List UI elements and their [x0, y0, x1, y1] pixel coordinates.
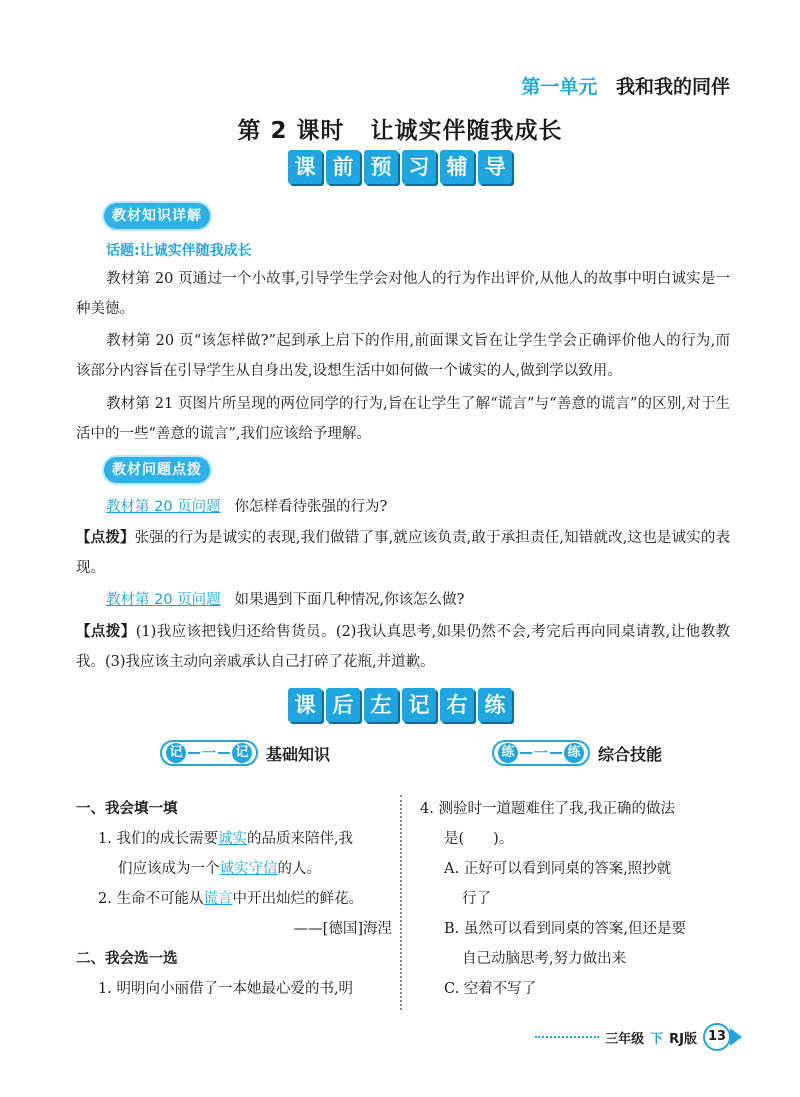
question-ref: 教材第 20 页问题: [106, 592, 221, 608]
unit-title: 我和我的同伴: [615, 76, 730, 98]
remember-pill: [160, 740, 258, 766]
pill-char: 练: [564, 743, 584, 763]
section-tag-knowledge: 教材知识详解: [104, 203, 210, 229]
paragraph: [76, 264, 730, 324]
page-number-badge: [703, 1023, 742, 1051]
option-a: A. 正好可以看到同桌的答案,照抄就: [444, 861, 672, 877]
item-text: 中开出灿烂的鲜花。: [232, 891, 363, 907]
paragraph-text: 教材第 20 页通过一个小故事,引导学生学会对他人的行为作出评价,从他人的故事中明白诚实是一种美德。: [76, 271, 730, 317]
question-ref: 教材第 20 页问题: [106, 499, 221, 515]
footer-grade: 三年级: [605, 1031, 645, 1047]
topic-line: 话题:让诚实伴随我成长: [106, 243, 252, 259]
column-divider: [400, 795, 402, 1010]
choice-item-1: 1. 明明向小丽借了一本她最心爱的书,明: [98, 981, 354, 997]
paragraph-text: 教材第 20 页“该怎样做?”起到承上启下的作用,前面课文旨在让学生学会正确评价他人的行为,而该部分内容旨在引导学生从自身出发,设想生活中如何做一个诚实的人,做到学以致用。: [76, 333, 730, 379]
item-text: 1. 我们的成长需要: [98, 831, 218, 847]
unit-header: [521, 72, 730, 99]
right-exercises: [420, 794, 740, 1004]
item-text: 们应该成为一个: [118, 861, 220, 877]
answer-blank: 诚实守信: [219, 861, 278, 877]
lesson-title: [0, 112, 800, 145]
option-a-cont: 行了: [462, 891, 491, 907]
page-number: 13: [703, 1023, 731, 1051]
banner-char: 课: [288, 688, 322, 722]
arrow-right-icon: [730, 1028, 742, 1046]
hint-label: 【点拨】: [76, 624, 136, 640]
item-text: 的人。: [277, 861, 321, 877]
banner-char: 辅: [440, 150, 474, 184]
question-4-cont: 是( )。: [444, 831, 514, 847]
banner-char: 左: [364, 688, 398, 722]
practice-pill: [492, 740, 590, 766]
right-column-header: [492, 740, 662, 766]
footer-volume: 下: [650, 1031, 664, 1047]
left-exercises: [76, 794, 392, 1004]
answer-blank: 诚实: [217, 831, 247, 847]
banner-char: 练: [478, 688, 512, 722]
left-column-header: [160, 740, 330, 766]
banner-char: 前: [326, 150, 360, 184]
fill-item-1-cont: [76, 854, 392, 884]
left-column-title: 基础知识: [266, 744, 331, 764]
hint-2: [76, 617, 730, 677]
question-text: 如果遇到下面几种情况,你该怎么做?: [234, 592, 465, 608]
footer-rule: [535, 1036, 599, 1038]
banner-char: 右: [440, 688, 474, 722]
answer-blank: 谎言: [203, 891, 233, 907]
paragraph: [76, 326, 730, 386]
banner-char: 导: [478, 150, 512, 184]
hint-1: [76, 523, 730, 583]
section-tag-questions: 教材问题点拨: [104, 457, 210, 483]
hint-text: 张强的行为是诚实的表现,我们做错了事,就应该负责,敢于承担责任,知错就改,这也是诚实的表现。: [76, 530, 731, 576]
hint-text: (1)我应该把钱归还给售货员。(2)我认真思考,如果仍然不会,考完后再向同桌请教,让他教教我。(3)我应该主动向亲戚承认自己打碎了花瓶,并道歉。: [76, 624, 731, 670]
banner-char: 习: [402, 150, 436, 184]
lesson-number: 第 2 课时: [237, 118, 345, 144]
fill-item-1: [76, 824, 392, 854]
question-1: [106, 492, 730, 522]
right-column-title: 综合技能: [598, 744, 663, 764]
pill-char: 练: [498, 743, 518, 763]
hint-label: 【点拨】: [76, 530, 135, 546]
quote-source: ——[德国]海涅: [293, 921, 392, 937]
banner-char: 预: [364, 150, 398, 184]
footer-edition: RJ版: [669, 1031, 697, 1047]
option-b-cont: 自己动脑思考,努力做出来: [462, 951, 627, 967]
pill-char: 记: [166, 743, 186, 763]
banner-char: 记: [402, 688, 436, 722]
pill-char: 一: [534, 746, 548, 762]
page-footer: [535, 1023, 742, 1051]
item-text: 的品质来陪伴,我: [246, 831, 354, 847]
paragraph-text: 教材第 21 页图片所呈现的两位同学的行为,旨在让学生了解“谎言”与“善意的谎言”的区别,对于生活中的一些“善意的谎言”,我们应该给予理解。: [76, 396, 730, 442]
banner-char: 课: [288, 150, 322, 184]
banner-char: 后: [326, 688, 360, 722]
banner-preview: [0, 150, 800, 184]
unit-label: 第一单元: [521, 76, 598, 98]
option-c: C. 空着不写了: [444, 981, 537, 997]
pill-char: 记: [232, 743, 252, 763]
option-b: B. 虽然可以看到同桌的答案,但还是要: [444, 921, 686, 937]
question-2: [106, 585, 730, 615]
part2-heading: 二、我会选一选: [76, 951, 178, 967]
part1-heading: 一、我会填一填: [76, 801, 178, 817]
lesson-name: 让诚实伴随我成长: [370, 118, 563, 144]
paragraph: [76, 389, 730, 449]
fill-item-2: [76, 884, 392, 914]
item-text: 2. 生命不可能从: [98, 891, 204, 907]
banner-practice: [0, 688, 800, 722]
question-text: 你怎样看待张强的行为?: [234, 499, 388, 515]
question-4: 4. 测验时一道题难住了我,我正确的做法: [420, 801, 676, 817]
pill-char: 一: [202, 746, 216, 762]
